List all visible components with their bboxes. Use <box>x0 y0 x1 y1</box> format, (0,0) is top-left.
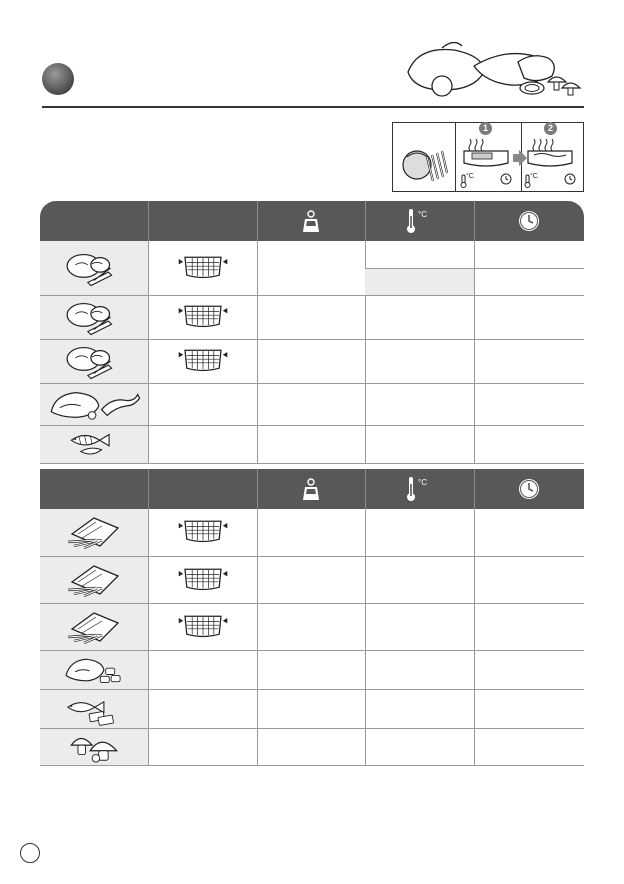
time-cell <box>474 425 584 463</box>
basket-fine-cut-icon <box>176 348 230 374</box>
table-row <box>40 295 584 339</box>
oil-cell <box>257 425 365 463</box>
mushrooms-icon <box>64 730 124 764</box>
table-row <box>40 650 584 689</box>
step-1-temp-unit: °C <box>466 173 474 180</box>
temperature-cell <box>365 241 474 268</box>
oil-cell <box>257 603 365 650</box>
temperature-cell <box>365 689 474 728</box>
basket-medium-cut-icon <box>176 304 230 330</box>
thermometer-icon <box>405 207 435 235</box>
temperature-cell <box>365 509 474 556</box>
table-row <box>40 509 584 556</box>
basket-cell <box>148 509 257 556</box>
table-header-row <box>40 201 584 241</box>
basket-cell <box>148 295 257 339</box>
temperature-cell <box>365 339 474 383</box>
basket-cell <box>148 650 257 689</box>
table-row <box>40 383 584 425</box>
basket-cell <box>148 728 257 765</box>
time-cell <box>474 603 584 650</box>
header-oil-cell <box>257 469 365 509</box>
chicken-pieces-icon <box>46 385 142 423</box>
table-row <box>40 689 584 728</box>
food-cell <box>40 556 148 603</box>
temperature-cell <box>365 603 474 650</box>
frozen-fish-icon <box>60 691 128 727</box>
table-row <box>40 339 584 383</box>
frozen-chicken-icon <box>59 652 129 688</box>
basket-cell <box>148 425 257 463</box>
food-illustration-icon <box>398 42 588 100</box>
header-rule <box>42 106 584 108</box>
time-cell <box>474 728 584 765</box>
frozen-fries-bag-thick-icon <box>64 512 124 552</box>
frozen-food-table <box>40 469 584 766</box>
food-cell <box>40 339 148 383</box>
time-cell <box>474 268 584 295</box>
time-cell <box>474 241 584 268</box>
temperature-cell <box>365 383 474 425</box>
time-cell <box>474 689 584 728</box>
fresh-potato-chips-icon <box>63 342 125 380</box>
basket-cell <box>148 383 257 425</box>
table-row <box>40 603 584 650</box>
basket-thick-cut-icon <box>176 255 230 281</box>
oil-quantity-icon <box>301 209 321 233</box>
temperature-cell <box>365 728 474 765</box>
basket-cell <box>148 689 257 728</box>
table-row <box>40 728 584 765</box>
thermometer-icon <box>405 475 435 503</box>
food-cell <box>40 295 148 339</box>
food-cell <box>40 603 148 650</box>
fresh-food-table <box>40 201 584 464</box>
food-cell <box>40 689 148 728</box>
time-cell <box>474 295 584 339</box>
oil-cell <box>257 509 365 556</box>
time-cell <box>474 339 584 383</box>
time-cell <box>474 650 584 689</box>
fresh-potato-fries-icon <box>63 249 125 287</box>
table-row <box>40 425 584 463</box>
header-time-cell <box>474 201 584 241</box>
time-cell <box>474 383 584 425</box>
temperature-cell <box>365 425 474 463</box>
clock-icon <box>517 209 541 233</box>
header-temperature-cell <box>365 201 474 241</box>
food-cell <box>40 241 148 295</box>
oil-cell <box>257 689 365 728</box>
basket-cell <box>148 339 257 383</box>
temperature-cell <box>365 650 474 689</box>
table-header-row <box>40 469 584 509</box>
basket-thick-cut-icon <box>176 519 230 545</box>
oil-cell <box>257 383 365 425</box>
table-row <box>40 241 584 268</box>
food-cell <box>40 650 148 689</box>
basket-cell <box>148 603 257 650</box>
header-food-cell <box>40 469 148 509</box>
food-cell <box>40 509 148 556</box>
time-cell <box>474 509 584 556</box>
temperature-cell <box>365 268 474 295</box>
header-food-cell <box>40 201 148 241</box>
header-basket-cell <box>148 469 257 509</box>
food-cell <box>40 728 148 765</box>
page-number-circle-icon <box>20 843 40 863</box>
fish-fillets-icon <box>65 427 123 461</box>
header-temperature-cell <box>365 469 474 509</box>
temperature-cell <box>365 556 474 603</box>
table-row <box>40 556 584 603</box>
section-bullet-icon <box>42 63 74 95</box>
temperature-cell <box>365 295 474 339</box>
header-time-cell <box>474 469 584 509</box>
clock-icon <box>517 477 541 501</box>
oil-cell <box>257 650 365 689</box>
oil-quantity-icon <box>301 477 321 501</box>
frozen-fries-bag-medium-icon <box>64 560 124 600</box>
oil-cell <box>257 556 365 603</box>
header-basket-cell <box>148 201 257 241</box>
preheat-diagram <box>392 122 584 192</box>
frozen-fries-bag-fine-icon <box>64 607 124 647</box>
potato-prep-icon <box>399 137 449 185</box>
fresh-potato-sticks-icon <box>63 298 125 336</box>
basket-medium-cut-icon <box>176 567 230 593</box>
oil-cell <box>257 241 365 295</box>
step-2-badge: 2 <box>544 122 557 135</box>
time-cell <box>474 556 584 603</box>
basket-fine-cut-icon <box>176 614 230 640</box>
food-cell <box>40 425 148 463</box>
step-1-badge: 1 <box>479 122 492 135</box>
basket-cell <box>148 241 257 295</box>
oil-cell <box>257 728 365 765</box>
oil-cell <box>257 295 365 339</box>
food-cell <box>40 383 148 425</box>
step-2-temp-unit: °C <box>530 173 538 180</box>
basket-cell <box>148 556 257 603</box>
oil-cell <box>257 339 365 383</box>
header-oil-cell <box>257 201 365 241</box>
